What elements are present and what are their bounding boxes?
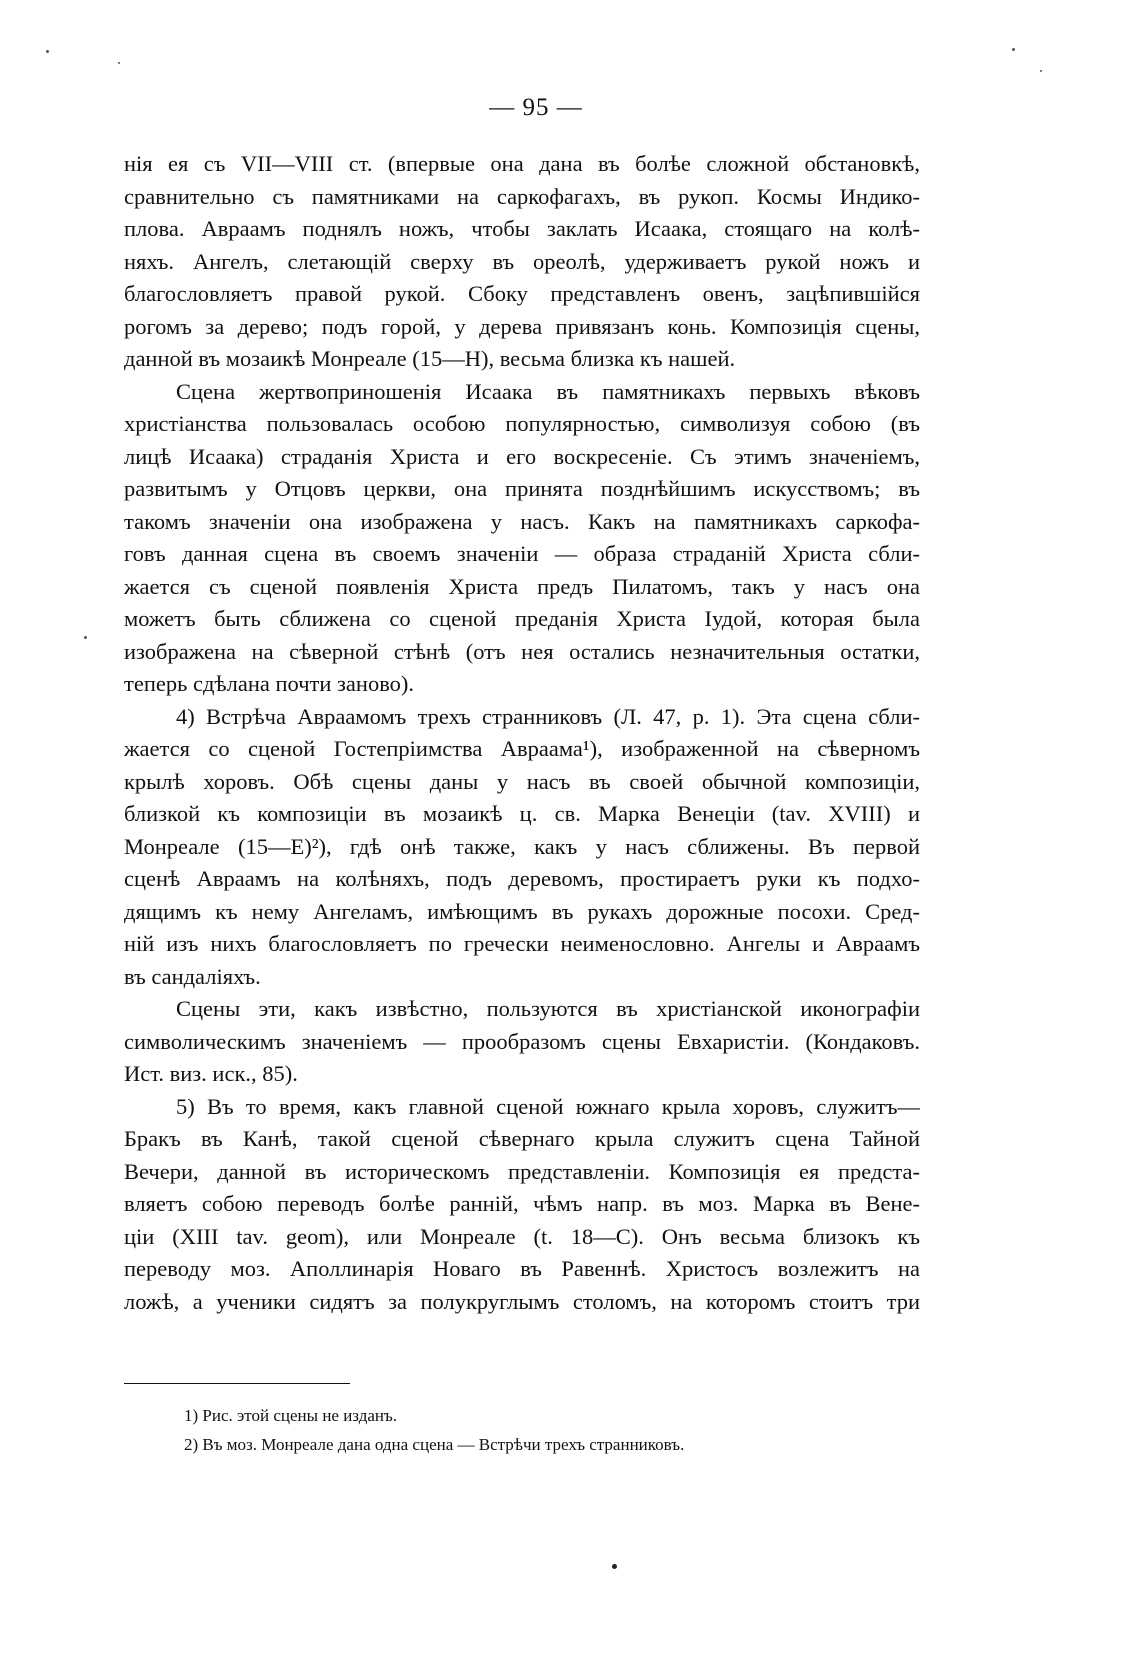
text-line: няхъ. Ангелъ, слетающій сверху въ ореолѣ, удерживаетъ рукой ножъ и <box>124 248 920 274</box>
text-line: ложѣ, а ученики сидятъ за полукруглымъ столомъ, на которомъ стоитъ три <box>124 1288 920 1314</box>
scan-speck <box>612 1564 617 1569</box>
text-line: благословляетъ правой рукой. Сбоку представленъ овенъ, зацѣпившійся <box>124 281 920 306</box>
footnotes <box>184 1401 904 1459</box>
text-line: крылѣ хоровъ. Обѣ сцены даны у насъ въ своей обычной композиціи, <box>124 768 920 794</box>
page-number: — 95 — <box>489 94 583 121</box>
text-line: переводу моз. Аполлинарія Новаго въ Равеннѣ. Христосъ возлежитъ на <box>124 1256 920 1281</box>
text-line: говъ данная сцена въ своемъ значеніи — образа страданій Христа сбли- <box>124 541 920 566</box>
text-line: лицѣ Исаака) страданія Христа и его воскресеніе. Съ этимъ значеніемъ, <box>124 443 920 469</box>
text-line: христіанства пользовалась особою популярностью, символизуя собою (въ <box>124 411 920 436</box>
body-text <box>124 148 920 1318</box>
text-line: жается съ сценой появленія Христа предъ Пилатомъ, такъ у насъ она <box>124 573 920 599</box>
text-line: нія ея съ VII—VIII ст. (впервые она дана въ болѣе сложной обстановкѣ, <box>124 151 920 176</box>
text-line: жается со сценой Гостепріимства Авраама¹), изображенной на сѣверномъ <box>124 736 920 761</box>
scan-speck <box>84 636 87 639</box>
text-line: плова. Авраамъ поднялъ ножъ, чтобы заклать Исаака, стоящаго на колѣ- <box>124 216 920 241</box>
text-line: сравнительно съ памятниками на саркофагахъ, въ рукоп. Космы Индико- <box>124 183 920 209</box>
text-line: теперь сдѣлана почти заново). <box>124 671 415 696</box>
scan-speck <box>1012 48 1015 51</box>
text-line: ній изъ нихъ благословляетъ по гречески неименословно. Ангелы и Авраамъ <box>124 931 920 956</box>
text-line: изображена на сѣверной стѣнѣ (отъ нея остались незначительныя остатки, <box>124 638 920 664</box>
text-line: рогомъ за дерево; подъ горой, у дерева привязанъ конь. Композиція сцены, <box>124 313 920 339</box>
footnote: 1) Рис. этой сцены не изданъ. <box>184 1406 398 1425</box>
text-line: 4) Встрѣча Авраамомъ трехъ странниковъ (Л. 47, р. 1). Эта сцена сбли- <box>176 703 920 729</box>
text-line: Сцены эти, какъ извѣстно, пользуются въ христіанской иконографіи <box>176 996 920 1021</box>
text-line: 5) Въ то время, какъ главной сценой южнаго крыла хоровъ, служитъ— <box>176 1093 920 1119</box>
scan-speck <box>46 50 49 53</box>
text-line: символическимъ значеніемъ — прообразомъ сцены Евхаристіи. (Кондаковъ. <box>124 1028 920 1054</box>
footnote-separator <box>124 1383 350 1384</box>
scan-speck <box>118 62 120 64</box>
text-line: такомъ значеніи она изображена у насъ. Какъ на памятникахъ саркофа- <box>124 508 920 534</box>
text-line: можетъ быть сближена со сценой преданія Христа Іудой, которая была <box>124 606 920 631</box>
text-line: ціи (XIII tav. geom), или Монреале (t. 18—С). Онъ весьма близокъ къ <box>124 1223 920 1249</box>
text-line: Сцена жертвоприношенія Исаака въ памятникахъ первыхъ вѣковъ <box>176 378 920 404</box>
text-line: въ сандаліяхъ. <box>124 963 261 989</box>
text-line: Бракъ въ Канѣ, такой сценой сѣвернаго крыла служитъ сцена Тайной <box>124 1126 920 1151</box>
footnote: 2) Въ моз. Монреале дана одна сцена — Встрѣчи трехъ странниковъ. <box>184 1435 685 1454</box>
scan-speck <box>1040 70 1042 72</box>
text-line: развитымъ у Отцовъ церкви, она принята позднѣйшимъ искусствомъ; въ <box>124 476 920 501</box>
text-line: сценѣ Авраамъ на колѣняхъ, подъ деревомъ, простираетъ руки къ подхо- <box>124 866 920 891</box>
text-line: данной въ мозаикѣ Монреале (15—Н), весьма близка къ нашей. <box>124 346 736 371</box>
text-line: Вечери, данной въ историческомъ представленіи. Композиція ея предста- <box>124 1158 920 1184</box>
text-line: дящимъ къ нему Ангеламъ, имѣющимъ въ рукахъ дорожные посохи. Сред- <box>124 898 920 924</box>
text-line: Ист. виз. иск., 85). <box>124 1061 298 1086</box>
text-line: вляетъ собою переводъ болѣе ранній, чѣмъ напр. въ моз. Марка въ Вене- <box>124 1191 920 1216</box>
text-line: близкой къ композиціи въ мозаикѣ ц. св. Марка Венеціи (tav. XVIII) и <box>124 801 920 826</box>
text-line: Монреале (15—Е)²), гдѣ онѣ также, какъ у насъ сближены. Въ первой <box>124 833 920 859</box>
